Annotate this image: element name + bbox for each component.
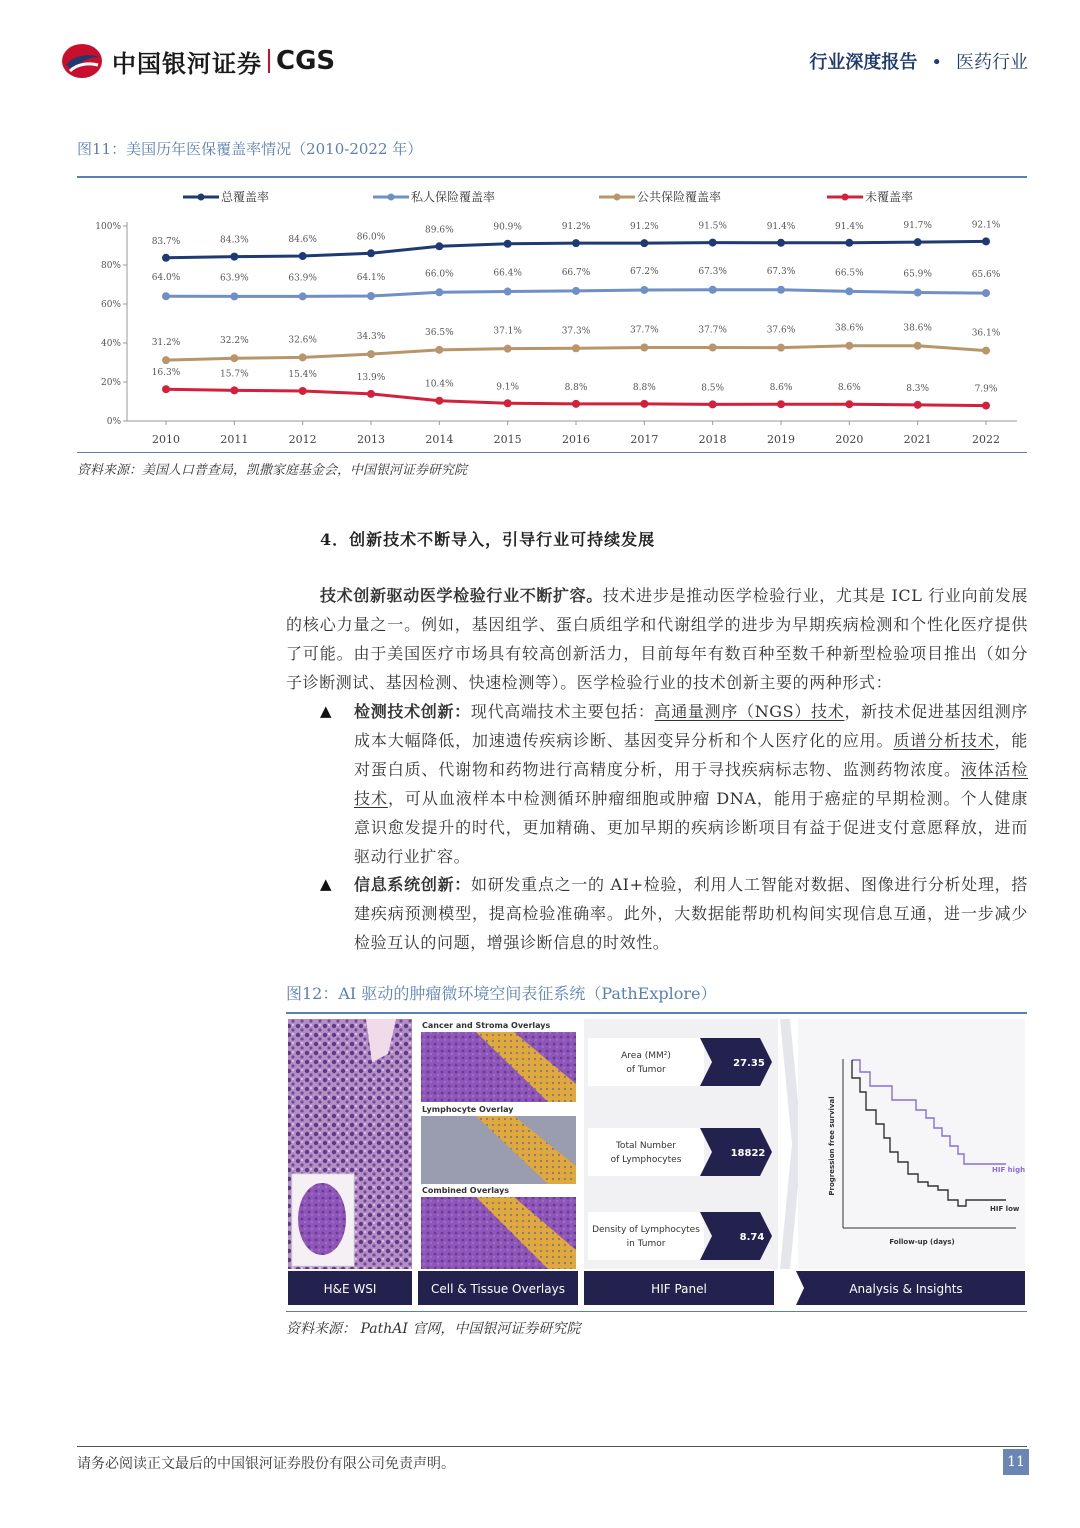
data-point <box>845 239 853 247</box>
figure-12-bottom-rule <box>286 1311 1027 1312</box>
data-label: 16.3% <box>151 368 181 379</box>
data-label: 9.1% <box>496 382 520 393</box>
data-label: 65.6% <box>971 270 1001 281</box>
data-label: 8.6% <box>769 383 793 394</box>
data-point <box>709 286 717 294</box>
data-label: 91.2% <box>630 222 659 233</box>
data-point <box>914 401 922 409</box>
overlay-label-cancer-stroma: Cancer and Stroma Overlays <box>422 1021 551 1030</box>
data-label: 8.8% <box>632 382 656 393</box>
data-label: 34.3% <box>356 332 386 343</box>
y-tick-label: 80% <box>100 261 121 271</box>
data-point <box>299 252 307 260</box>
paragraph-text: 技术进步是推动医学检验行业，尤其是 ICL 行业向前发展的核心力量之一。例如，基因组学、蛋白质组学和代谢组学的进步为早期疾病检测和个性化医疗提供了可能。由于美国医疗市场具有较高创新活力，目前每年有数百种至数千种新型检验项目推出（如分子诊断测试、基因检测、快速检测等）。医学检验行业的技术创新主要的两种形式： <box>286 586 1028 692</box>
km-y-label: Progression free survival <box>828 1096 836 1196</box>
metric-density-label2: in Tumor <box>626 1239 666 1249</box>
x-tick-label: 2019 <box>767 433 795 446</box>
data-label: 64.1% <box>356 273 386 284</box>
data-label: 66.5% <box>835 268 864 279</box>
overlay-label-combined: Combined Overlays <box>422 1186 510 1195</box>
data-point <box>777 400 785 408</box>
data-label: 8.6% <box>837 383 861 394</box>
data-label: 37.7% <box>698 325 727 336</box>
data-point <box>435 397 443 405</box>
km-legend-low: HIF low <box>990 1205 1020 1213</box>
data-label: 92.1% <box>971 220 1001 231</box>
data-point <box>230 292 238 300</box>
figure-11-source: 资料来源：美国人口普查局，凯撒家庭基金会，中国银河证券研究院 <box>77 463 468 478</box>
data-point <box>435 346 443 354</box>
data-label: 13.9% <box>356 372 386 383</box>
mass-spec-link: 质谱分析技术 <box>893 731 995 750</box>
logo-brand-en: CGS <box>276 46 336 76</box>
data-point <box>367 292 375 300</box>
data-label: 89.6% <box>425 225 454 236</box>
data-label: 37.1% <box>493 326 522 337</box>
bullet-detection-t1: 现代高端技术主要包括： <box>470 702 655 721</box>
data-label: 83.7% <box>151 236 181 247</box>
y-tick-label: 0% <box>106 417 121 427</box>
km-x-label: Follow-up (days) <box>889 1238 955 1246</box>
data-label: 67.2% <box>630 266 659 277</box>
data-point <box>299 292 307 300</box>
data-point <box>709 400 717 408</box>
data-label: 65.9% <box>903 269 932 280</box>
industry-label: 医药行业 <box>956 52 1028 73</box>
data-label: 66.7% <box>561 267 591 278</box>
data-point <box>572 287 580 295</box>
figure-12-title: 图12：AI 驱动的肿瘤微环境空间表征系统（PathExplore） <box>286 984 717 1003</box>
legend-swatch-dot <box>388 194 395 201</box>
data-point <box>435 288 443 296</box>
data-label: 38.6% <box>835 323 864 334</box>
data-label: 32.2% <box>220 336 249 347</box>
x-tick-label: 2021 <box>903 433 932 446</box>
data-point <box>230 386 238 394</box>
panel-label-hif: HIF Panel <box>651 1282 707 1296</box>
footer-rule <box>77 1446 1027 1447</box>
data-point <box>982 289 990 297</box>
x-tick-label: 2018 <box>698 433 727 446</box>
data-label: 8.8% <box>564 382 588 393</box>
panel-label-cell-tissue: Cell & Tissue Overlays <box>431 1282 565 1296</box>
bullet-detection-t4: ，可从血液样本中检测循环肿瘤细胞或肿瘤 DNA，能用于癌症的早期检测。个人健康意识愈发提升的时代，更加精确、更加早期的疾病诊断项目有益于促进支付意愿释放，进而驱动行业扩容。 <box>354 789 1028 866</box>
data-label: 37.3% <box>561 326 591 337</box>
bullet-info-system <box>320 870 1028 957</box>
data-point <box>162 356 170 364</box>
data-point <box>162 292 170 300</box>
metric-density <box>588 1212 772 1260</box>
data-label: 84.6% <box>288 235 317 246</box>
data-label: 91.7% <box>903 221 932 232</box>
bullet-info-head: 信息系统创新： <box>354 875 471 894</box>
metric-lymphocytes <box>588 1128 772 1176</box>
data-point <box>504 240 512 248</box>
data-label: 15.7% <box>220 369 249 380</box>
bullet-info-body: 如研发重点之一的 AI+检验，利用人工智能对数据、图像进行分析处理，搭建疾病预测模型，提高检验准确率。此外，大数据能帮助机构间实现信息互通，进一步减少检验互认的问题，增强诊断信息的时效性。 <box>354 875 1028 952</box>
data-point <box>777 286 785 294</box>
y-tick-label: 20% <box>100 378 121 388</box>
data-label: 84.3% <box>220 235 249 246</box>
data-point <box>162 254 170 262</box>
data-label: 66.0% <box>425 269 454 280</box>
data-point <box>572 400 580 408</box>
coverage-line-chart <box>77 178 1027 452</box>
report-type: 行业深度报告 <box>809 52 918 73</box>
data-point <box>230 253 238 261</box>
triangle-bullet-icon: ▲ <box>320 702 333 720</box>
data-point <box>504 345 512 353</box>
liquid-biopsy-link: 液体活检技术 <box>354 760 1028 808</box>
data-label: 67.3% <box>766 266 796 277</box>
data-point <box>845 287 853 295</box>
data-label: 90.9% <box>493 222 522 233</box>
data-point <box>982 402 990 410</box>
data-label: 8.5% <box>701 383 725 394</box>
header-separator: • <box>931 52 942 73</box>
metric-lymph-value: 18822 <box>730 1148 766 1159</box>
data-point <box>640 239 648 247</box>
data-label: 10.4% <box>425 379 454 390</box>
data-label: 86.0% <box>356 232 386 243</box>
footer-disclaimer: 请务必阅读正文最后的中国银河证券股份有限公司免责声明。 <box>77 1456 455 1472</box>
x-tick-label: 2011 <box>220 433 249 446</box>
data-label: 67.3% <box>698 266 727 277</box>
data-label: 8.3% <box>906 383 930 394</box>
bullet-detection-t3: ，能对蛋白质、代谢物和药物进行高精度分析，用于寻找疾病标志物、监测药物浓度。 <box>354 731 1029 779</box>
legend-entry: 总覆盖率 <box>221 190 270 204</box>
data-point <box>709 239 717 247</box>
data-label: 91.4% <box>766 221 796 232</box>
data-point <box>777 239 785 247</box>
x-tick-label: 2017 <box>630 433 659 446</box>
x-tick-label: 2022 <box>972 433 1000 446</box>
bullet-detection-head: 检测技术创新： <box>354 702 471 721</box>
data-label: 31.2% <box>151 338 181 349</box>
metric-lymph-label2: of Lymphocytes <box>610 1155 682 1165</box>
data-label: 91.5% <box>698 221 727 232</box>
data-point <box>367 390 375 398</box>
bullet-detection-text <box>354 697 1028 871</box>
x-tick-label: 2016 <box>562 433 590 446</box>
data-label: 37.6% <box>766 325 796 336</box>
legend-swatch-dot <box>842 194 849 201</box>
data-point <box>914 288 922 296</box>
data-label: 91.2% <box>561 222 591 233</box>
company-logo <box>60 40 335 82</box>
figure-11-bottom-rule <box>77 452 1027 453</box>
figure-12-source: 资料来源： PathAI 官网，中国银河证券研究院 <box>286 1321 581 1337</box>
data-point <box>299 353 307 361</box>
data-point <box>299 387 307 395</box>
data-label: 36.1% <box>971 328 1001 339</box>
metric-area-value: 27.35 <box>733 1058 765 1069</box>
data-point <box>162 385 170 393</box>
data-point <box>572 239 580 247</box>
data-point <box>982 347 990 355</box>
pathexplore-diagram <box>286 1014 1027 1311</box>
x-tick-label: 2013 <box>357 433 385 446</box>
panel-label-analysis: Analysis & Insights <box>849 1282 963 1296</box>
y-tick-label: 100% <box>95 222 121 232</box>
data-point <box>572 344 580 352</box>
bullet-detection-t2: ，新技术促进基因组测序成本大幅降低，加速遗传疾病诊断、基因变异分析和个人医疗化的应用。 <box>354 702 1028 750</box>
data-point <box>640 343 648 351</box>
data-point <box>504 288 512 296</box>
data-point <box>367 249 375 257</box>
metric-lymph-label1: Total Number <box>615 1141 677 1151</box>
metric-area-label1: Area (MM²) <box>621 1051 671 1061</box>
data-label: 63.9% <box>288 273 317 284</box>
metric-density-value: 8.74 <box>739 1232 765 1243</box>
header-report-info <box>809 48 1028 74</box>
page-number: 11 <box>1003 1449 1029 1475</box>
data-point <box>777 344 785 352</box>
data-point <box>504 399 512 407</box>
data-point <box>709 343 717 351</box>
triangle-bullet-icon: ▲ <box>320 875 333 893</box>
overlay-label-lymphocyte: Lymphocyte Overlay <box>422 1105 514 1114</box>
x-tick-label: 2014 <box>425 433 454 446</box>
logo-brand-cn: 中国银河证券 <box>112 49 262 78</box>
data-label: 64.0% <box>151 273 181 284</box>
data-point <box>640 400 648 408</box>
paragraph-intro <box>286 581 1028 697</box>
figure-11-title: 图11：美国历年医保覆盖率情况（2010-2022 年） <box>77 140 423 158</box>
legend-entry: 公共保险覆盖率 <box>637 190 722 204</box>
legend-swatch-dot <box>198 194 205 201</box>
logo-divider <box>268 49 270 73</box>
data-point <box>230 354 238 362</box>
data-point <box>640 286 648 294</box>
bullet-detection-tech <box>320 697 1028 871</box>
data-point <box>435 242 443 250</box>
x-tick-label: 2015 <box>493 433 522 446</box>
legend-entry: 未覆盖率 <box>865 190 914 204</box>
data-label: 36.5% <box>425 327 454 338</box>
legend-entry: 私人保险覆盖率 <box>411 190 496 204</box>
x-tick-label: 2020 <box>835 433 864 446</box>
metric-area <box>588 1038 772 1086</box>
y-tick-label: 60% <box>100 300 121 310</box>
y-tick-label: 40% <box>100 339 121 349</box>
data-label: 32.6% <box>288 335 317 346</box>
data-label: 15.4% <box>288 369 317 380</box>
section-heading: 4．创新技术不断导入，引导行业可持续发展 <box>320 530 656 549</box>
metric-area-label2: of Tumor <box>626 1065 666 1075</box>
data-label: 7.9% <box>974 384 998 395</box>
km-legend-high: HIF high <box>992 1166 1026 1174</box>
he-thumbnail-tissue <box>298 1183 346 1255</box>
x-tick-label: 2012 <box>288 433 317 446</box>
data-label: 91.4% <box>835 221 864 232</box>
logo-mark-icon <box>60 41 104 81</box>
data-point <box>914 238 922 246</box>
bullet-info-text <box>354 870 1028 957</box>
data-point <box>914 342 922 350</box>
ngs-link: 高通量测序（NGS）技术 <box>654 702 845 721</box>
x-tick-label: 2010 <box>152 433 180 446</box>
data-point <box>982 237 990 245</box>
data-label: 38.6% <box>903 323 932 334</box>
data-point <box>845 342 853 350</box>
data-label: 66.4% <box>493 268 522 279</box>
data-point <box>845 400 853 408</box>
legend-swatch-dot <box>614 194 621 201</box>
paragraph-lead: 技术创新驱动医学检验行业不断扩容。 <box>320 586 603 605</box>
data-label: 63.9% <box>220 273 249 284</box>
data-point <box>367 350 375 358</box>
metric-density-label1: Density of Lymphocytes <box>592 1225 700 1235</box>
data-label: 37.7% <box>630 325 659 336</box>
panel-label-he-wsi: H&E WSI <box>323 1282 377 1296</box>
